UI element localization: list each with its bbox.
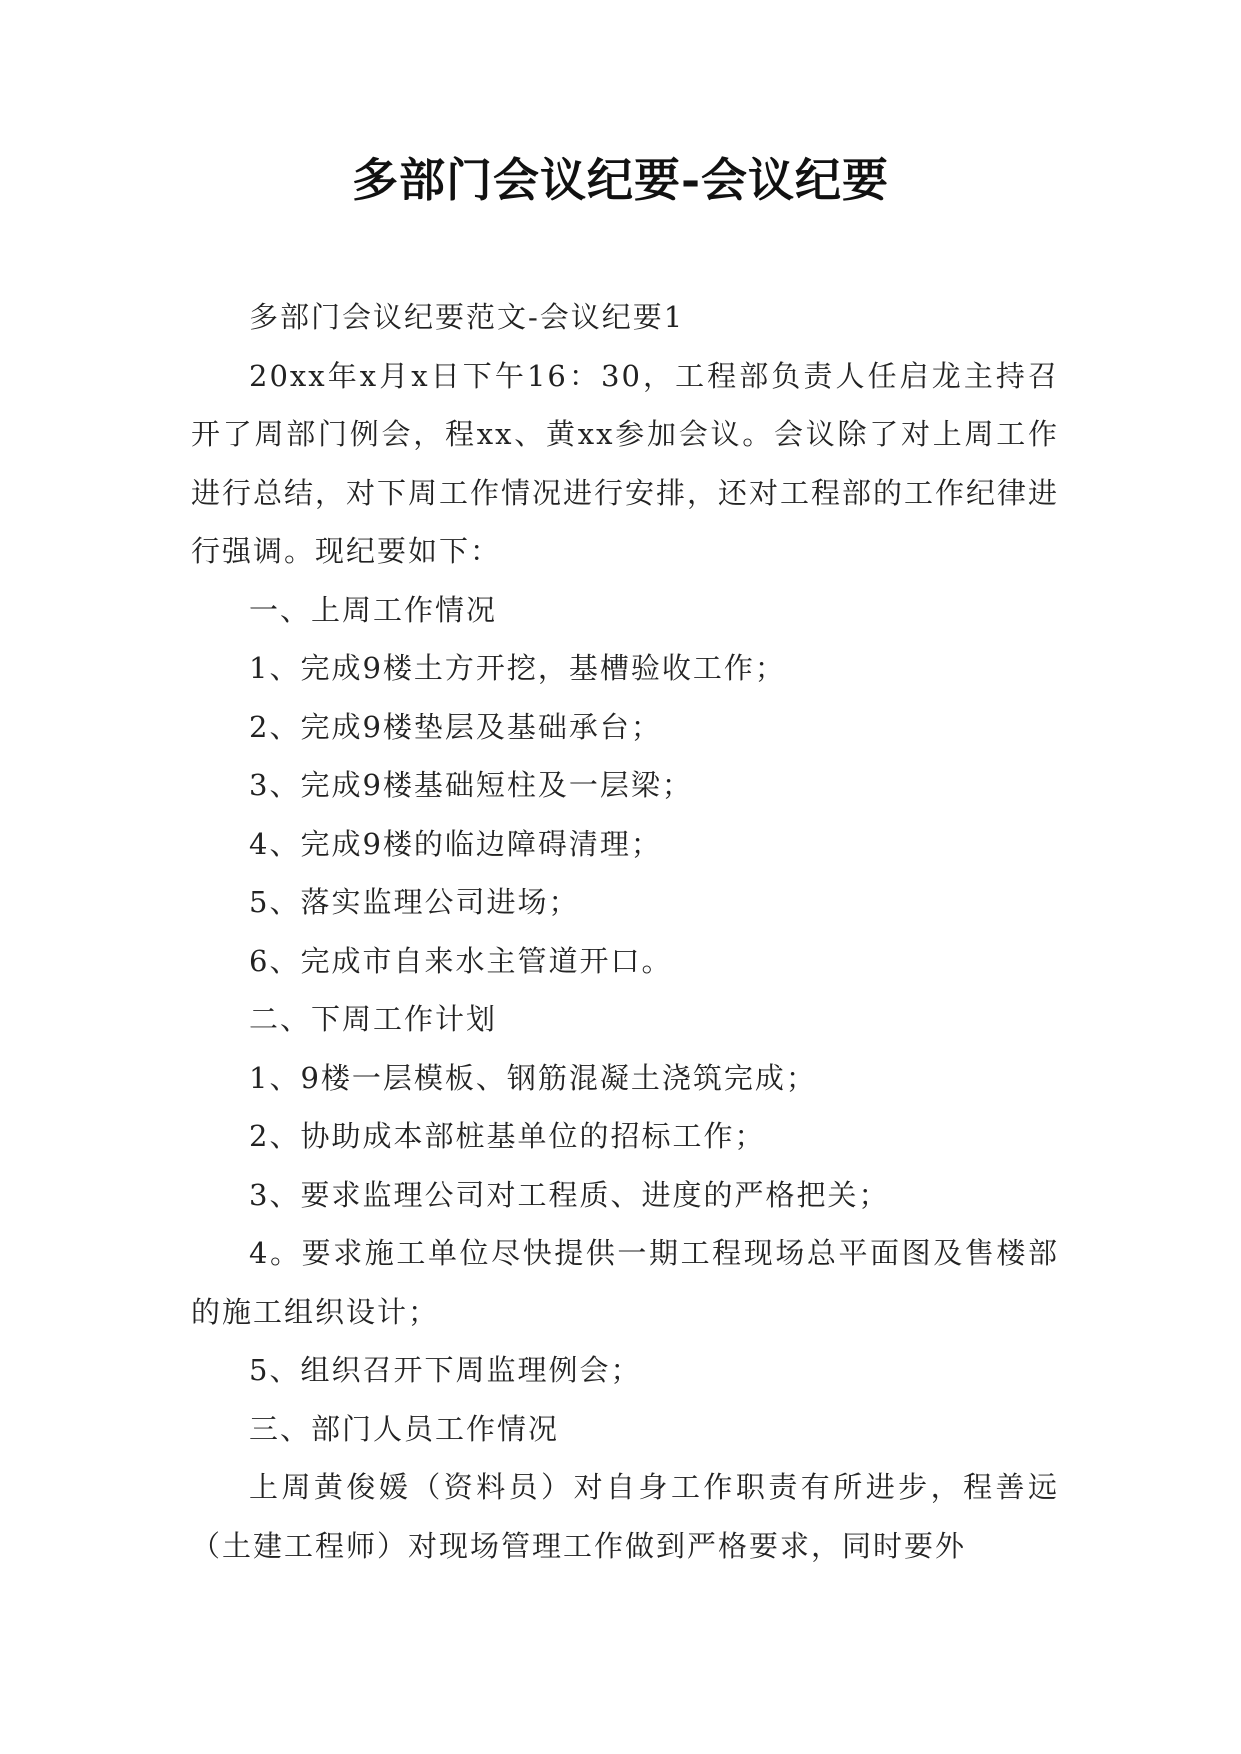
paragraph-intro: 20xx年x月x日下午16：30，工程部负责人任启龙主持召开了周部门例会，程xx、黄xx参加会议。会议除了对上周工作进行总结，对下周工作情况进行安排，还对工程部的工作纪律进行强调。现纪要如下： (191, 358, 1060, 568)
document-body (191, 288, 1059, 1575)
section-heading-staff: 三、部门人员工作情况 (249, 1411, 560, 1446)
list-item: 2、协助成本部桩基单位的招标工作； (249, 1119, 766, 1153)
paragraph-heading-fanwen: 多部门会议纪要范文-会议纪要1 (249, 300, 685, 334)
list-item: 2、完成9楼垫层及基础承台； (249, 709, 662, 744)
section-heading-last-week: 一、上周工作情况 (249, 592, 498, 627)
list-item: 4。要求施工单位尽快提供一期工程现场总平面图及售楼部的施工组织设计； (191, 1236, 1059, 1329)
list-item: 3、要求监理公司对工程质、进度的严格把关； (249, 1177, 890, 1212)
list-item: 3、完成9楼基础短柱及一层梁； (249, 768, 693, 802)
list-item: 5、落实监理公司进场； (249, 885, 580, 919)
section-heading-next-week: 二、下周工作计划 (249, 1002, 498, 1036)
list-item: 1、9楼一层模板、钢筋混凝土浇筑完成； (249, 1060, 817, 1095)
list-item: 4、完成9楼的临边障碍清理； (249, 826, 662, 861)
document-title: 多部门会议纪要-会议纪要 (351, 153, 890, 207)
paragraph-staff: 上周黄俊媛（资料员）对自身工作职责有所进步，程善远（土建工程师）对现场管理工作做到严格要求，同时要外 (191, 1470, 1059, 1563)
list-item: 5、组织召开下周监理例会； (249, 1353, 642, 1387)
list-item: 1、完成9楼土方开挖，基槽验收工作； (249, 651, 786, 685)
list-item: 6、完成市自来水主管道开口。 (249, 943, 673, 978)
